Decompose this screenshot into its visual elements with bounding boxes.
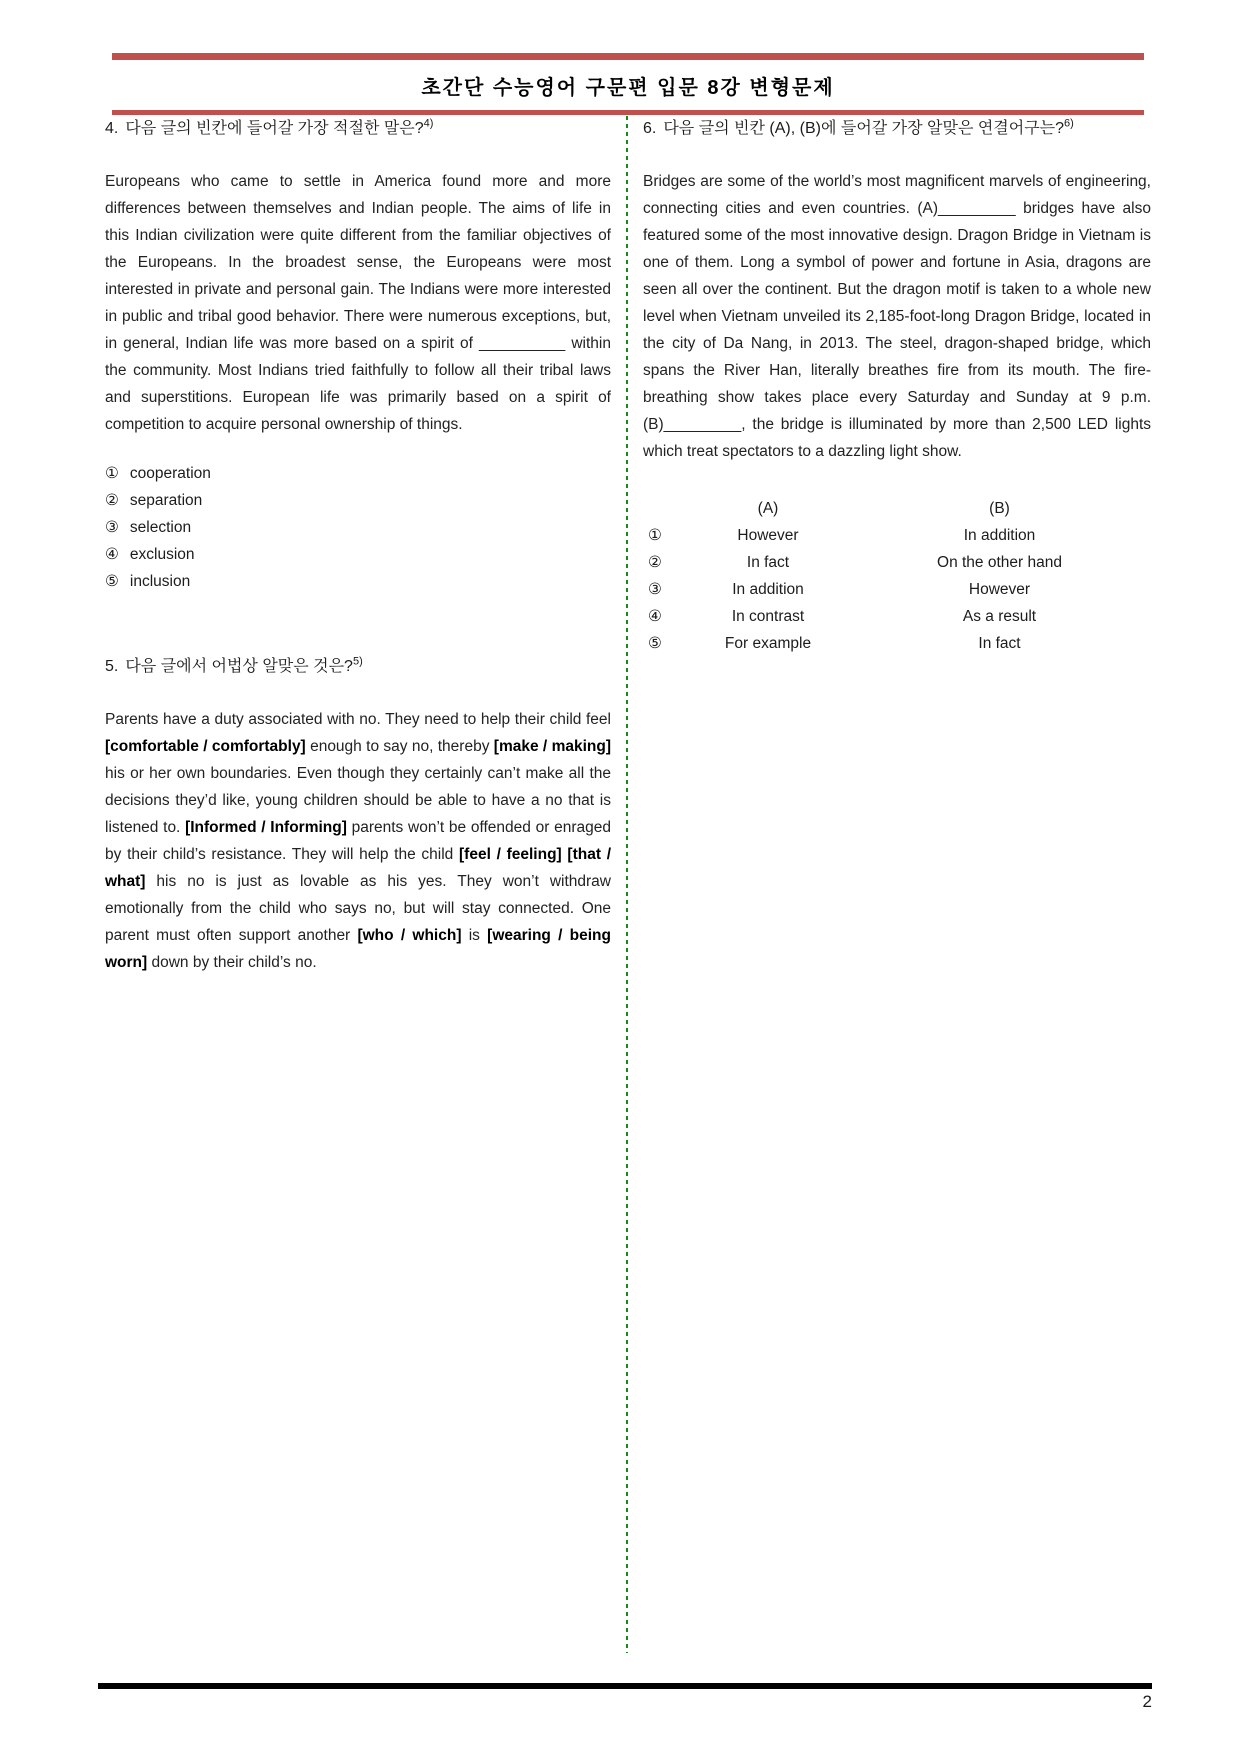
page-number: 2 bbox=[1142, 1692, 1152, 1711]
answer-a: In contrast bbox=[731, 608, 805, 625]
question-6-footnote-ref: 6) bbox=[1064, 117, 1074, 130]
grammar-option-bold: [Informed / Informing] bbox=[185, 819, 347, 836]
answer-a: In addition bbox=[732, 581, 804, 598]
answer-b: However bbox=[968, 581, 1031, 598]
answer-b: In addition bbox=[963, 527, 1036, 544]
grammar-option-bold: [comfortable / comfortably] bbox=[105, 738, 306, 755]
grammar-option-bold: [that / what] bbox=[105, 846, 612, 890]
answer-a: For example bbox=[724, 635, 812, 652]
answer-row-number: ① bbox=[648, 527, 662, 544]
answer-row bbox=[643, 576, 1151, 603]
q6-col-b-header: (B) bbox=[989, 500, 1010, 517]
choice-label: exclusion bbox=[129, 546, 195, 563]
header-rule-top bbox=[112, 53, 1144, 60]
q6-header-spacer bbox=[643, 495, 688, 522]
left-column bbox=[105, 116, 611, 1653]
q5-passage bbox=[105, 706, 611, 976]
answer-row bbox=[643, 603, 1151, 630]
passage-text: Parents have a duty associated with no. They need to help their child feel bbox=[105, 711, 611, 728]
q6-col-a-header: (A) bbox=[757, 500, 779, 517]
answer-b: In fact bbox=[978, 635, 1021, 652]
question-6-prompt bbox=[643, 116, 1151, 142]
question-4-prompt bbox=[105, 116, 611, 142]
choice-label: inclusion bbox=[129, 573, 191, 590]
choice-number: ④ bbox=[105, 546, 119, 563]
footer-rule bbox=[98, 1683, 1152, 1689]
content-columns bbox=[105, 116, 1151, 1653]
choice-number: ⑤ bbox=[105, 573, 119, 590]
question-6-number: 6. bbox=[643, 120, 657, 137]
choice-item bbox=[105, 460, 611, 487]
passage-text: parents won’t be offended or enraged by their child’s resistance. They will help the child bbox=[105, 819, 611, 863]
question-4-footnote-ref: 4) bbox=[423, 117, 434, 130]
answer-row-number: ⑤ bbox=[648, 635, 662, 652]
answer-row-number: ③ bbox=[648, 581, 662, 598]
column-divider bbox=[626, 116, 628, 1653]
page-header bbox=[112, 53, 1144, 115]
q4-choices bbox=[105, 460, 611, 595]
answer-row bbox=[643, 522, 1151, 549]
question-5-number: 5. bbox=[105, 658, 119, 675]
grammar-option-bold: [feel / feeling] bbox=[459, 846, 562, 863]
passage-text: enough to say no, thereby bbox=[305, 738, 494, 755]
q6-answer-table bbox=[643, 495, 1151, 657]
grammar-option-bold: [who / which] bbox=[357, 927, 462, 944]
question-4 bbox=[105, 116, 611, 595]
answer-row-number: ④ bbox=[648, 608, 662, 625]
answer-row bbox=[643, 549, 1151, 576]
passage-text: down by their child’s no. bbox=[147, 954, 317, 971]
choice-number: ③ bbox=[105, 519, 119, 536]
answer-a: However bbox=[737, 527, 799, 544]
question-5-footnote-ref: 5) bbox=[352, 655, 363, 668]
page-title: 초간단 수능영어 구문편 입문 8강 변형문제 bbox=[421, 77, 835, 99]
question-6-prompt-text: 다음 글의 빈칸 (A), (B)에 들어갈 가장 알맞은 연결어구는? bbox=[663, 120, 1065, 137]
question-4-passage: Europeans who came to settle in America found more and more differences between themselves and Indian people. The aims of life in this Indian civilization were quite different from the familiar objectives of the Europeans. In the broadest sense, the Europeans were most interested in private and personal gain. The Indians were more interested in public and tribal good behavior. There were numerous exceptions, but, in general, Indian life was more based on a spirit of __________ within the community. Most Indians tried faithfully to follow all their tribal laws and superstitions. European life was primarily based on a spirit of competition to acquire personal ownership of things. bbox=[105, 173, 611, 433]
question-5 bbox=[105, 654, 611, 976]
grammar-option-bold: [make / making] bbox=[493, 738, 611, 755]
passage-text: his or her own boundaries. Even though they certainly can’t make all the decisions they’d like, young children should be able to have a no that is listened to. bbox=[105, 765, 611, 836]
choice-label: cooperation bbox=[129, 465, 211, 482]
answer-row bbox=[643, 630, 1151, 657]
q6-table-rows bbox=[643, 522, 1151, 657]
right-column bbox=[643, 116, 1151, 1653]
choice-label: selection bbox=[129, 519, 192, 536]
header-rule-bottom bbox=[112, 110, 1144, 115]
answer-b: As a result bbox=[962, 608, 1037, 625]
passage-text: is bbox=[461, 927, 488, 944]
choice-item bbox=[105, 514, 611, 541]
question-4-prompt-text: 다음 글의 빈칸에 들어갈 가장 적절한 말은? bbox=[125, 120, 424, 137]
choice-number: ② bbox=[105, 492, 119, 509]
choice-item bbox=[105, 487, 611, 514]
answer-row-number: ② bbox=[648, 554, 662, 571]
passage-text: his no is just as lovable as his yes. They won’t withdraw emotionally from the child who says no, but will stay connected. One parent must often support another bbox=[105, 873, 611, 944]
choice-item bbox=[105, 541, 611, 568]
choice-number: ① bbox=[105, 465, 119, 482]
grammar-option-bold: [wearing / being worn] bbox=[105, 927, 611, 971]
question-6-passage: Bridges are some of the world’s most magnificent marvels of engineering, connecting cities and even countries. (A)_________ bridges have also featured some of the most innovative design. Dragon Bridge in Vietnam is one of them. Long a symbol of power and fortune in Asia, dragons are seen all over the continent. But the dragon motif is taken to a whole new level when Vietnam unveiled its 2,185-foot-long Dragon Bridge, located in the city of Da Nang, in 2013. The steel, dragon-shaped bridge, which spans the River Han, literally breathes fire from its mouth. The fire-breathing show takes place every Saturday and Sunday at 9 p.m. (B)_________, the bridge is illuminated by more than 2,500 LED lights which treat spectators to a dazzling light show. bbox=[643, 173, 1151, 460]
question-5-prompt bbox=[105, 654, 611, 680]
question-4-number: 4. bbox=[105, 120, 119, 137]
question-5-prompt-text: 다음 글에서 어법상 알맞은 것은? bbox=[125, 658, 353, 675]
choice-label: separation bbox=[129, 492, 203, 509]
question-6 bbox=[643, 116, 1151, 657]
answer-a: In fact bbox=[746, 554, 790, 571]
q6-table-header bbox=[643, 495, 1151, 522]
choice-item bbox=[105, 568, 611, 595]
answer-b: On the other hand bbox=[937, 554, 1062, 571]
